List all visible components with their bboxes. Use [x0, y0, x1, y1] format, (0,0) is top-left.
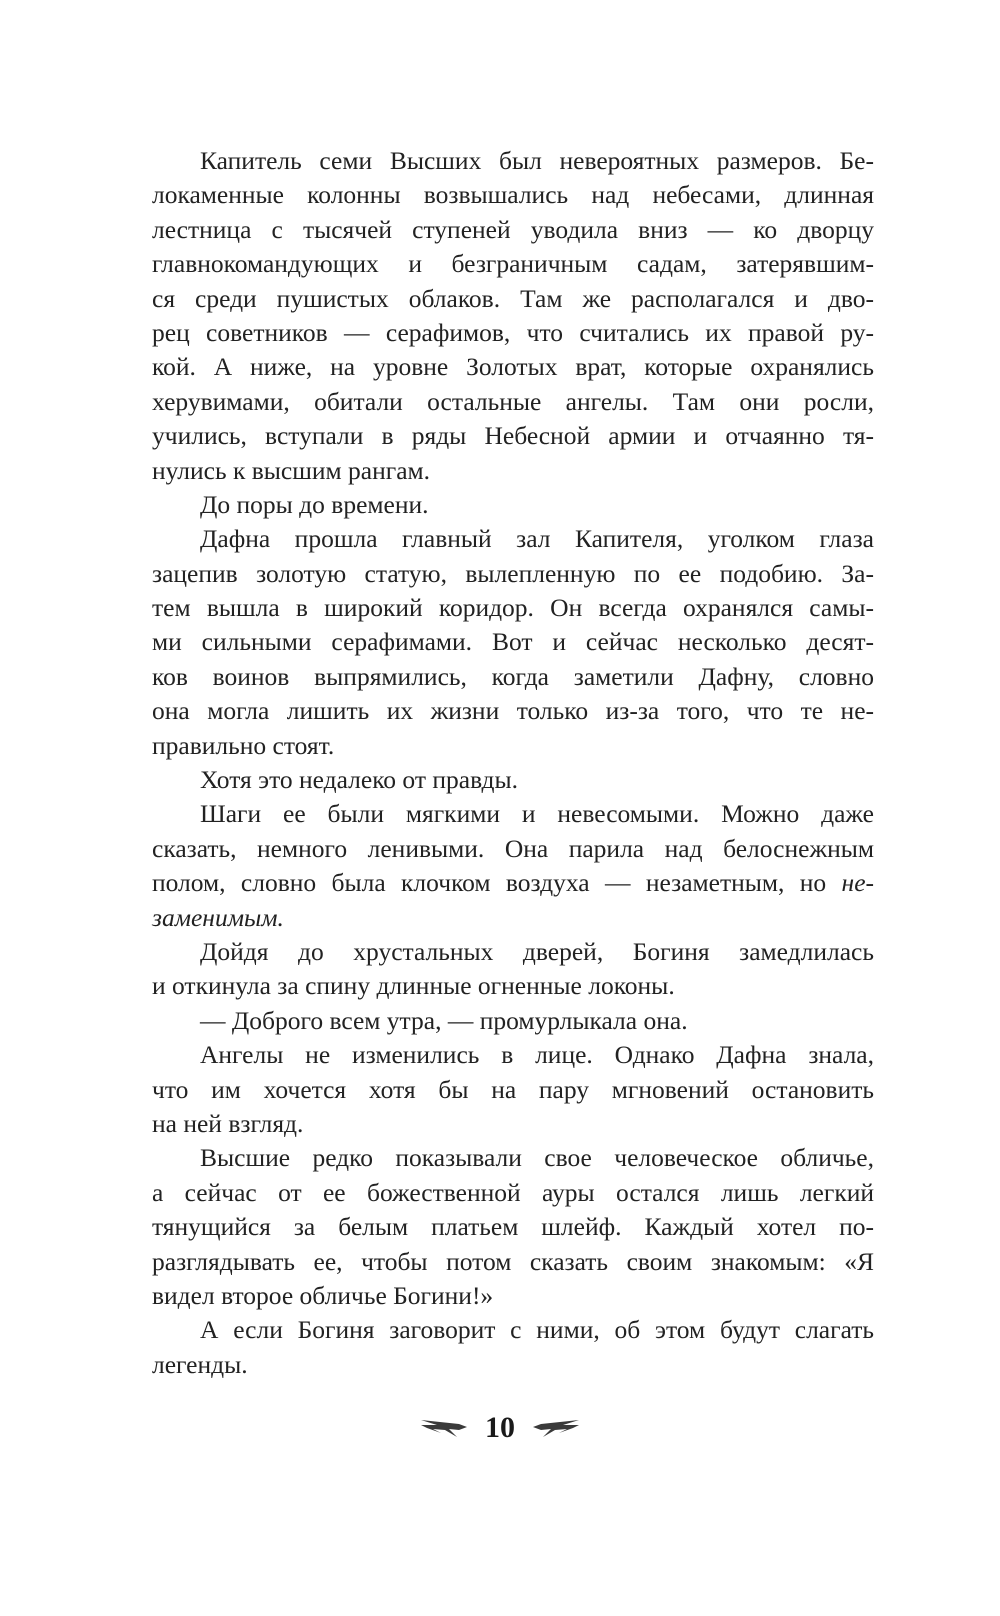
text-line: локаменные колонны возвышались над небесами, длинная	[152, 180, 874, 210]
text-line: Дойдя до хрустальных дверей, Богиня замедлилась	[200, 936, 874, 966]
text-line: Капитель семи Высших был невероятных размеров. Бе-	[200, 146, 874, 175]
text-line: полом, словно была клочком воздуха — незаметным, но не-	[152, 868, 875, 898]
text-line: кой. А ниже, на уровне Золотых врат, которые охранялись	[152, 352, 874, 382]
text-line: сказать, немного ленивыми. Она парила над белоснежным	[152, 833, 874, 863]
text-line: — Доброго всем утра, — промурлыкала она.	[200, 1005, 688, 1035]
page-number: 10	[485, 1411, 515, 1444]
text-line: легенды.	[152, 1349, 248, 1379]
text-line: что им хочется хотя бы на пару мгновений остановить	[152, 1074, 874, 1104]
text-line: Ангелы не изменились в лице. Однако Дафна знала,	[200, 1040, 874, 1070]
text-line: правильно стоят.	[152, 730, 335, 760]
text-line: Хотя это недалеко от правды.	[200, 765, 518, 795]
text-line: херувимами, обитали остальные ангелы. Там они росли,	[152, 386, 874, 416]
text-line: и откинула за спину длинные огненные локоны.	[152, 971, 675, 1001]
text-line: ся среди пушистых облаков. Там же располагался и дво-	[152, 283, 874, 313]
text-line: ков воинов выпрямились, когда заметили Дафну, словно	[152, 661, 874, 691]
page-footer	[0, 1410, 1000, 1446]
text-line: Шаги ее были мягкими и невесомыми. Можно даже	[200, 799, 874, 829]
wing-right-icon	[531, 1417, 581, 1439]
body-text	[152, 144, 874, 1382]
text-line: До поры до времени.	[200, 489, 429, 519]
text-line: ми сильными серафимами. Вот и сейчас несколько десят-	[152, 627, 874, 657]
text-line: главнокомандующих и безграничным садам, затерявшим-	[152, 249, 874, 279]
text-line: Высшие редко показывали свое человеческое обличье,	[200, 1143, 874, 1173]
text-line: учились, вступали в ряды Небесной армии и отчаянно тя-	[152, 421, 874, 451]
text-line: А если Богиня заговорит с ними, об этом будут слагать	[200, 1315, 874, 1345]
text-line: Дафна прошла главный зал Капителя, уголком глаза	[200, 524, 874, 554]
text-line: нулись к высшим рангам.	[152, 455, 431, 485]
text-line: тянущийся за белым платьем шлейф. Каждый хотел по-	[152, 1212, 874, 1242]
text-line: лестница с тысячей ступеней уводила вниз — ко дворцу	[152, 214, 874, 244]
text-line: рец советников — серафимов, что считались их правой ру-	[152, 317, 874, 347]
text-line: на ней взгляд.	[152, 1108, 304, 1138]
wing-left-icon	[419, 1417, 469, 1439]
text-line: тем вышла в широкий коридор. Он всегда охранялся самы-	[152, 593, 874, 623]
text-line: зацепив золотую статую, вылепленную по ее подобию. За-	[152, 558, 874, 588]
text-line: заменимым.	[152, 902, 284, 932]
text-line: видел второе обличье Богини!»	[152, 1280, 494, 1310]
text-line: она могла лишить их жизни только из-за того, что те не-	[152, 696, 874, 726]
text-line: а сейчас от ее божественной ауры остался лишь легкий	[152, 1177, 874, 1207]
text-line: разглядывать ее, чтобы потом сказать своим знакомым: «Я	[152, 1246, 874, 1276]
